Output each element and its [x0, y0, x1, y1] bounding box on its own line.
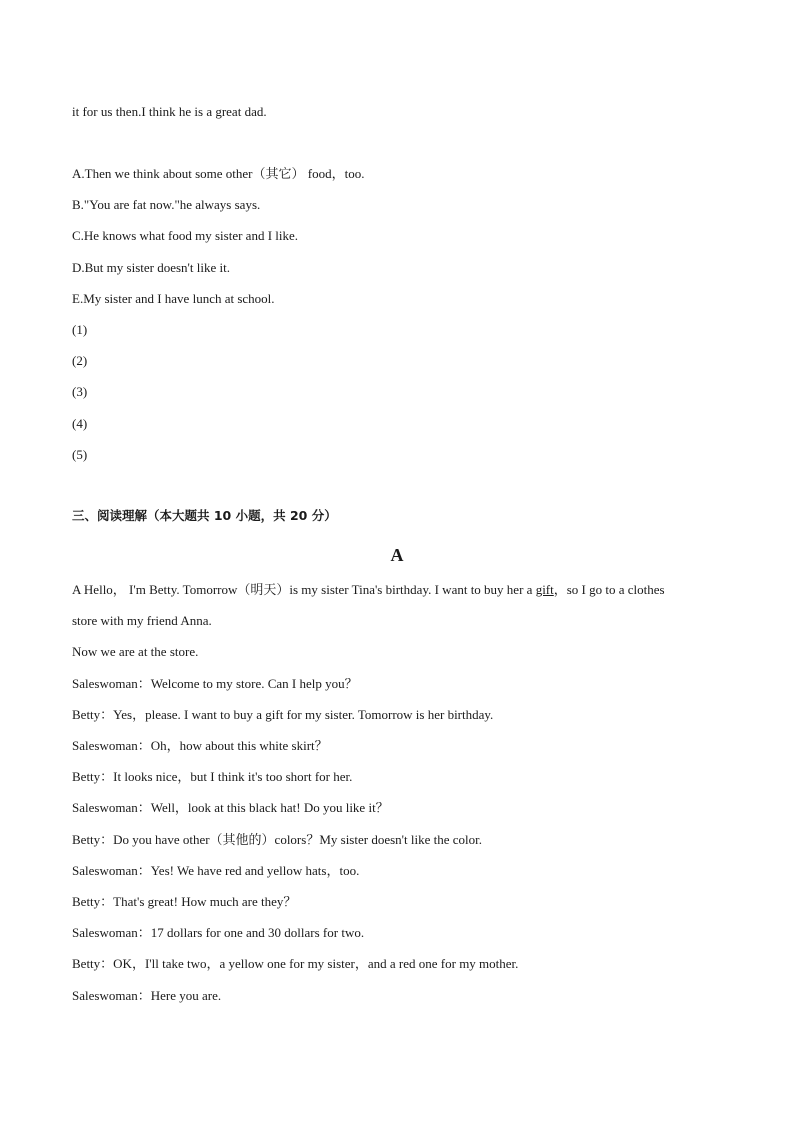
option-d: D.But my sister doesn't like it.: [72, 260, 230, 275]
passage-line-3: Now we are at the store.: [72, 644, 199, 659]
blank-4: (4): [72, 416, 88, 431]
section-heading: 三、阅读理解（本大题共 10 小题，共 20 分）: [72, 508, 337, 523]
option-e: E.My sister and I have lunch at school.: [72, 291, 275, 306]
dialogue-line: Betty：That's great! How much are they？: [72, 894, 297, 909]
dialogue-line: Betty：It looks nice，but I think it's too short for her.: [72, 769, 353, 784]
blank-5: (5): [72, 447, 88, 462]
dialogue-line: Saleswoman：Well，look at this black hat! Do you like it？: [72, 800, 389, 815]
passage-text-after-gift: ，so I go to a clothes: [553, 582, 665, 597]
dialogue-line: Saleswoman：Yes! We have red and yellow hats，too.: [72, 863, 360, 878]
dialogue-line: Saleswoman：17 dollars for one and 30 dollars for two.: [72, 925, 365, 940]
intro-line: it for us then.I think he is a great dad.: [72, 104, 267, 119]
dialogue-line: Betty：Yes，please. I want to buy a gift for my sister. Tomorrow is her birthday.: [72, 707, 494, 722]
blank-3: (3): [72, 384, 88, 399]
option-b: B."You are fat now."he always says.: [72, 197, 261, 212]
passage-text-before-gift: A Hello， I'm Betty. Tomorrow（明天）is my sister Tina's birthday. I want to buy her a: [72, 582, 536, 597]
dialogue-line: Saleswoman：Here you are.: [72, 988, 222, 1003]
passage-title: A: [390, 545, 404, 565]
option-c: C.He knows what food my sister and I like.: [72, 228, 299, 243]
dialogue-line: Betty：Do you have other（其他的）colors？My sister doesn't like the color.: [72, 832, 482, 847]
gift-word: gift: [535, 582, 554, 597]
passage-line-1: [72, 582, 665, 598]
blank-1: (1): [72, 322, 88, 337]
blank-2: (2): [72, 353, 88, 368]
option-a: A.Then we think about some other（其它） food，too.: [72, 166, 365, 181]
dialogue-line: Saleswoman：Welcome to my store. Can I help you？: [72, 676, 358, 691]
dialogue-line: Saleswoman：Oh，how about this white skirt？: [72, 738, 328, 753]
passage-line-2: store with my friend Anna.: [72, 613, 212, 628]
dialogue-line: Betty：OK，I'll take two，a yellow one for my sister，and a red one for my mother.: [72, 956, 519, 971]
